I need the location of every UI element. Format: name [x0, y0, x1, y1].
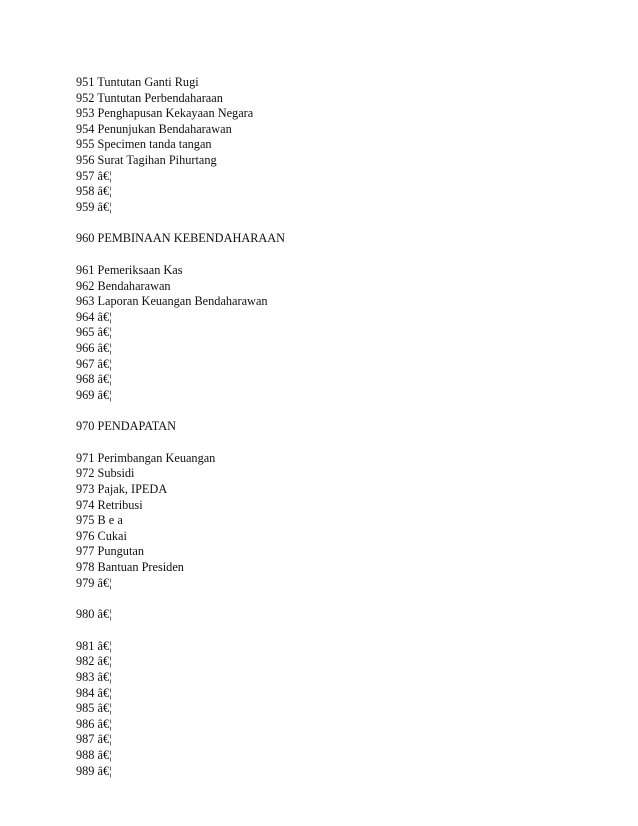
list-item: 976 Cukai	[76, 528, 127, 543]
list-item: 987 â€¦	[76, 732, 112, 747]
list-item: 988 â€¦	[76, 747, 112, 762]
section-961-969	[76, 263, 596, 403]
list-item: 953 Penghapusan Kekayaan Negara	[76, 106, 254, 121]
section-heading: 980 â€¦	[76, 607, 112, 622]
list-item: 978 Bantuan Presiden	[76, 560, 184, 575]
list-item: 979 â€¦	[76, 575, 112, 590]
section-heading: 970 PENDAPATAN	[76, 419, 177, 434]
list-item: 964 â€¦	[76, 309, 112, 324]
list-item: 972 Subsidi	[76, 466, 135, 481]
list-item: 959 â€¦	[76, 199, 112, 214]
list-item: 982 â€¦	[76, 654, 112, 669]
section-heading-980	[76, 607, 596, 623]
list-item: 968 â€¦	[76, 372, 112, 387]
list-item: 955 Specimen tanda tangan	[76, 137, 212, 152]
document-body	[76, 75, 596, 795]
section-981-989	[76, 639, 596, 779]
list-item: 961 Pemeriksaan Kas	[76, 262, 183, 277]
list-item: 971 Perimbangan Keuangan	[76, 450, 216, 465]
list-item: 989 â€¦	[76, 763, 112, 778]
list-item: 969 â€¦	[76, 387, 112, 402]
list-item: 981 â€¦	[76, 638, 112, 653]
list-item: 954 Penunjukan Bendaharawan	[76, 121, 232, 136]
list-item: 974 Retribusi	[76, 497, 143, 512]
list-item: 958 â€¦	[76, 184, 112, 199]
list-item: 985 â€¦	[76, 701, 112, 716]
list-item: 973 Pajak, IPEDA	[76, 482, 168, 497]
list-item: 967 â€¦	[76, 356, 112, 371]
list-item: 951 Tuntutan Ganti Rugi	[76, 75, 199, 89]
list-item: 965 â€¦	[76, 325, 112, 340]
list-item: 956 Surat Tagihan Pihurtang	[76, 152, 217, 167]
section-heading-960	[76, 231, 596, 247]
list-item: 962 Bendaharawan	[76, 278, 171, 293]
section-heading: 960 PEMBINAAN KEBENDAHARAAN	[76, 231, 286, 246]
list-item: 957 â€¦	[76, 168, 112, 183]
list-item: 966 â€¦	[76, 340, 112, 355]
list-item: 952 Tuntutan Perbendaharaan	[76, 90, 223, 105]
section-951-959	[76, 75, 596, 215]
list-item: 975 B e a	[76, 513, 123, 528]
list-item: 983 â€¦	[76, 670, 112, 684]
list-item: 963 Laporan Keuangan Bendaharawan	[76, 294, 268, 309]
section-heading-970	[76, 419, 596, 435]
list-item: 984 â€¦	[76, 685, 112, 700]
section-971-979	[76, 451, 596, 591]
list-item: 977 Pungutan	[76, 544, 144, 559]
list-item: 986 â€¦	[76, 716, 112, 731]
